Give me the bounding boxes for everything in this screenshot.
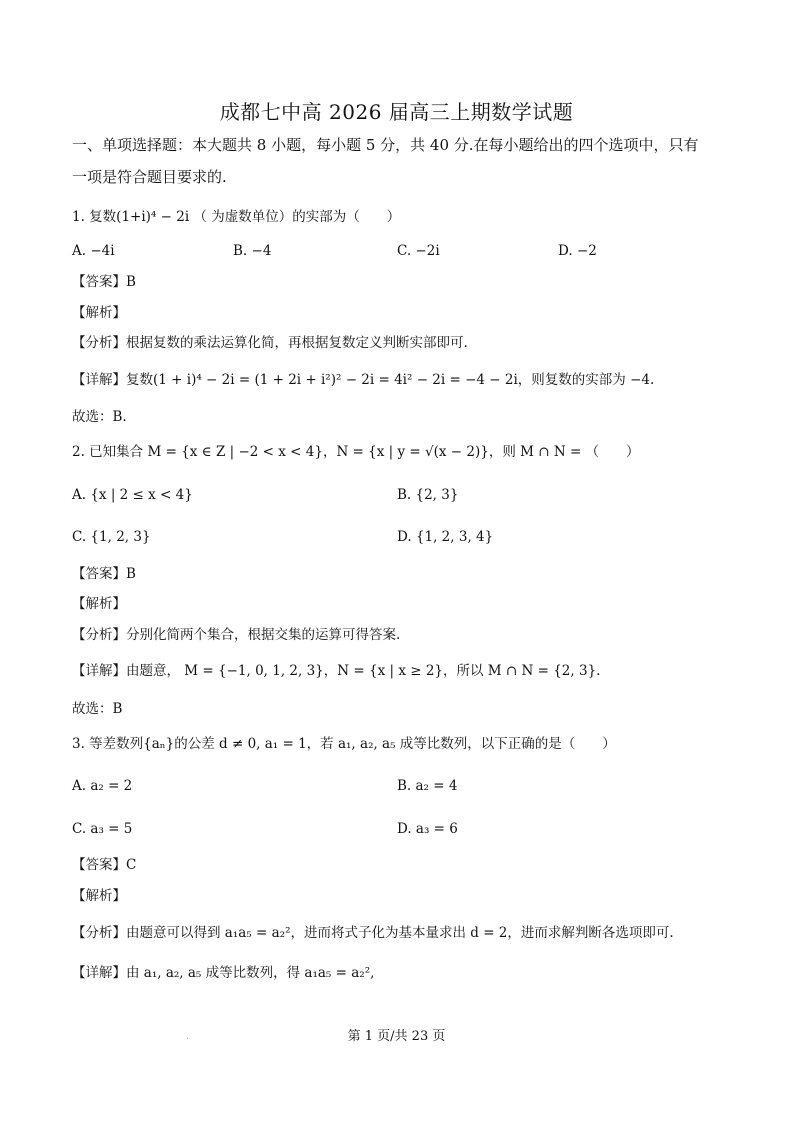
q1-stem: 1. 复数(1+i)⁴ − 2i （ 为虚数单位）的实部为（ ） xyxy=(72,209,401,225)
q3-option-a: A. a₂ = 2 xyxy=(72,778,133,794)
q1-jiexi: 【解析】 xyxy=(72,305,126,321)
q2-option-b: B. {2, 3} xyxy=(397,487,459,503)
q1-xiangjie: 【详解】复数(1 + i)⁴ − 2i = (1 + 2i + i²)² − 2i = 4i² − 2i = −4 − 2i，则复数的实部为 −4. xyxy=(72,372,655,388)
q2-jiexi: 【解析】 xyxy=(72,596,126,612)
q1-option-a: A. −4i xyxy=(72,243,115,259)
page-title: 成都七中高 2026 届高三上期数学试题 xyxy=(219,100,574,124)
q1-option-d: D. −2 xyxy=(558,243,597,259)
q2-option-c: C. {1, 2, 3} xyxy=(72,529,151,545)
q2-option-a: A. {x | 2 ≤ x < 4} xyxy=(72,487,193,503)
q3-xiangjie: 【详解】由 a₁, a₂, a₅ 成等比数列，得 a₁a₅ = a₂², xyxy=(72,965,375,981)
q2-xiangjie: 【详解】由题意， M = {−1, 0, 1, 2, 3}，N = {x | x ≥ 2}，所以 M ∩ N = {2, 3}. xyxy=(72,663,601,679)
section-header-line1: 一、单项选择题：本大题共 8 小题，每小题 5 分，共 40 分.在每小题给出的四个选项中，只有 xyxy=(72,136,699,154)
q1-fenxi: 【分析】根据复数的乘法运算化简，再根据复数定义判断实部即可. xyxy=(72,335,468,351)
q2-answer: 【答案】B xyxy=(72,566,136,582)
q1-answer: 【答案】B xyxy=(72,274,136,290)
footer-dot-mark: . xyxy=(186,1031,190,1042)
q3-option-d: D. a₃ = 6 xyxy=(397,821,458,837)
page-footer: 第 1 页/共 23 页 xyxy=(347,1029,446,1044)
q1-option-c: C. −2i xyxy=(397,243,440,259)
q2-option-d: D. {1, 2, 3, 4} xyxy=(397,529,494,545)
q1-guxuan: 故选：B. xyxy=(72,409,127,425)
q3-answer: 【答案】C xyxy=(72,857,137,873)
q2-guxuan: 故选：B xyxy=(72,701,123,717)
q3-fenxi: 【分析】由题意可以得到 a₁a₅ = a₂²，进而将式子化为基本量求出 d = 2，进而求解判断各选项即可. xyxy=(72,925,674,941)
section-header-line2: 一项是符合题目要求的. xyxy=(72,168,227,186)
q2-fenxi: 【分析】分别化简两个集合，根据交集的运算可得答案. xyxy=(72,627,401,643)
q3-stem: 3. 等差数列{aₙ}的公差 d ≠ 0, a₁ = 1，若 a₁, a₂, a₅ 成等比数列，以下正确的是（ ） xyxy=(72,736,616,752)
q2-stem: 2. 已知集合 M = {x ∈ Z | −2 < x < 4}，N = {x | y = √(x − 2)}，则 M ∩ N = （ ） xyxy=(72,444,640,460)
q3-option-b: B. a₂ = 4 xyxy=(397,778,458,794)
q3-jiexi: 【解析】 xyxy=(72,888,126,904)
q3-option-c: C. a₃ = 5 xyxy=(72,821,133,837)
q1-option-b: B. −4 xyxy=(233,243,272,259)
